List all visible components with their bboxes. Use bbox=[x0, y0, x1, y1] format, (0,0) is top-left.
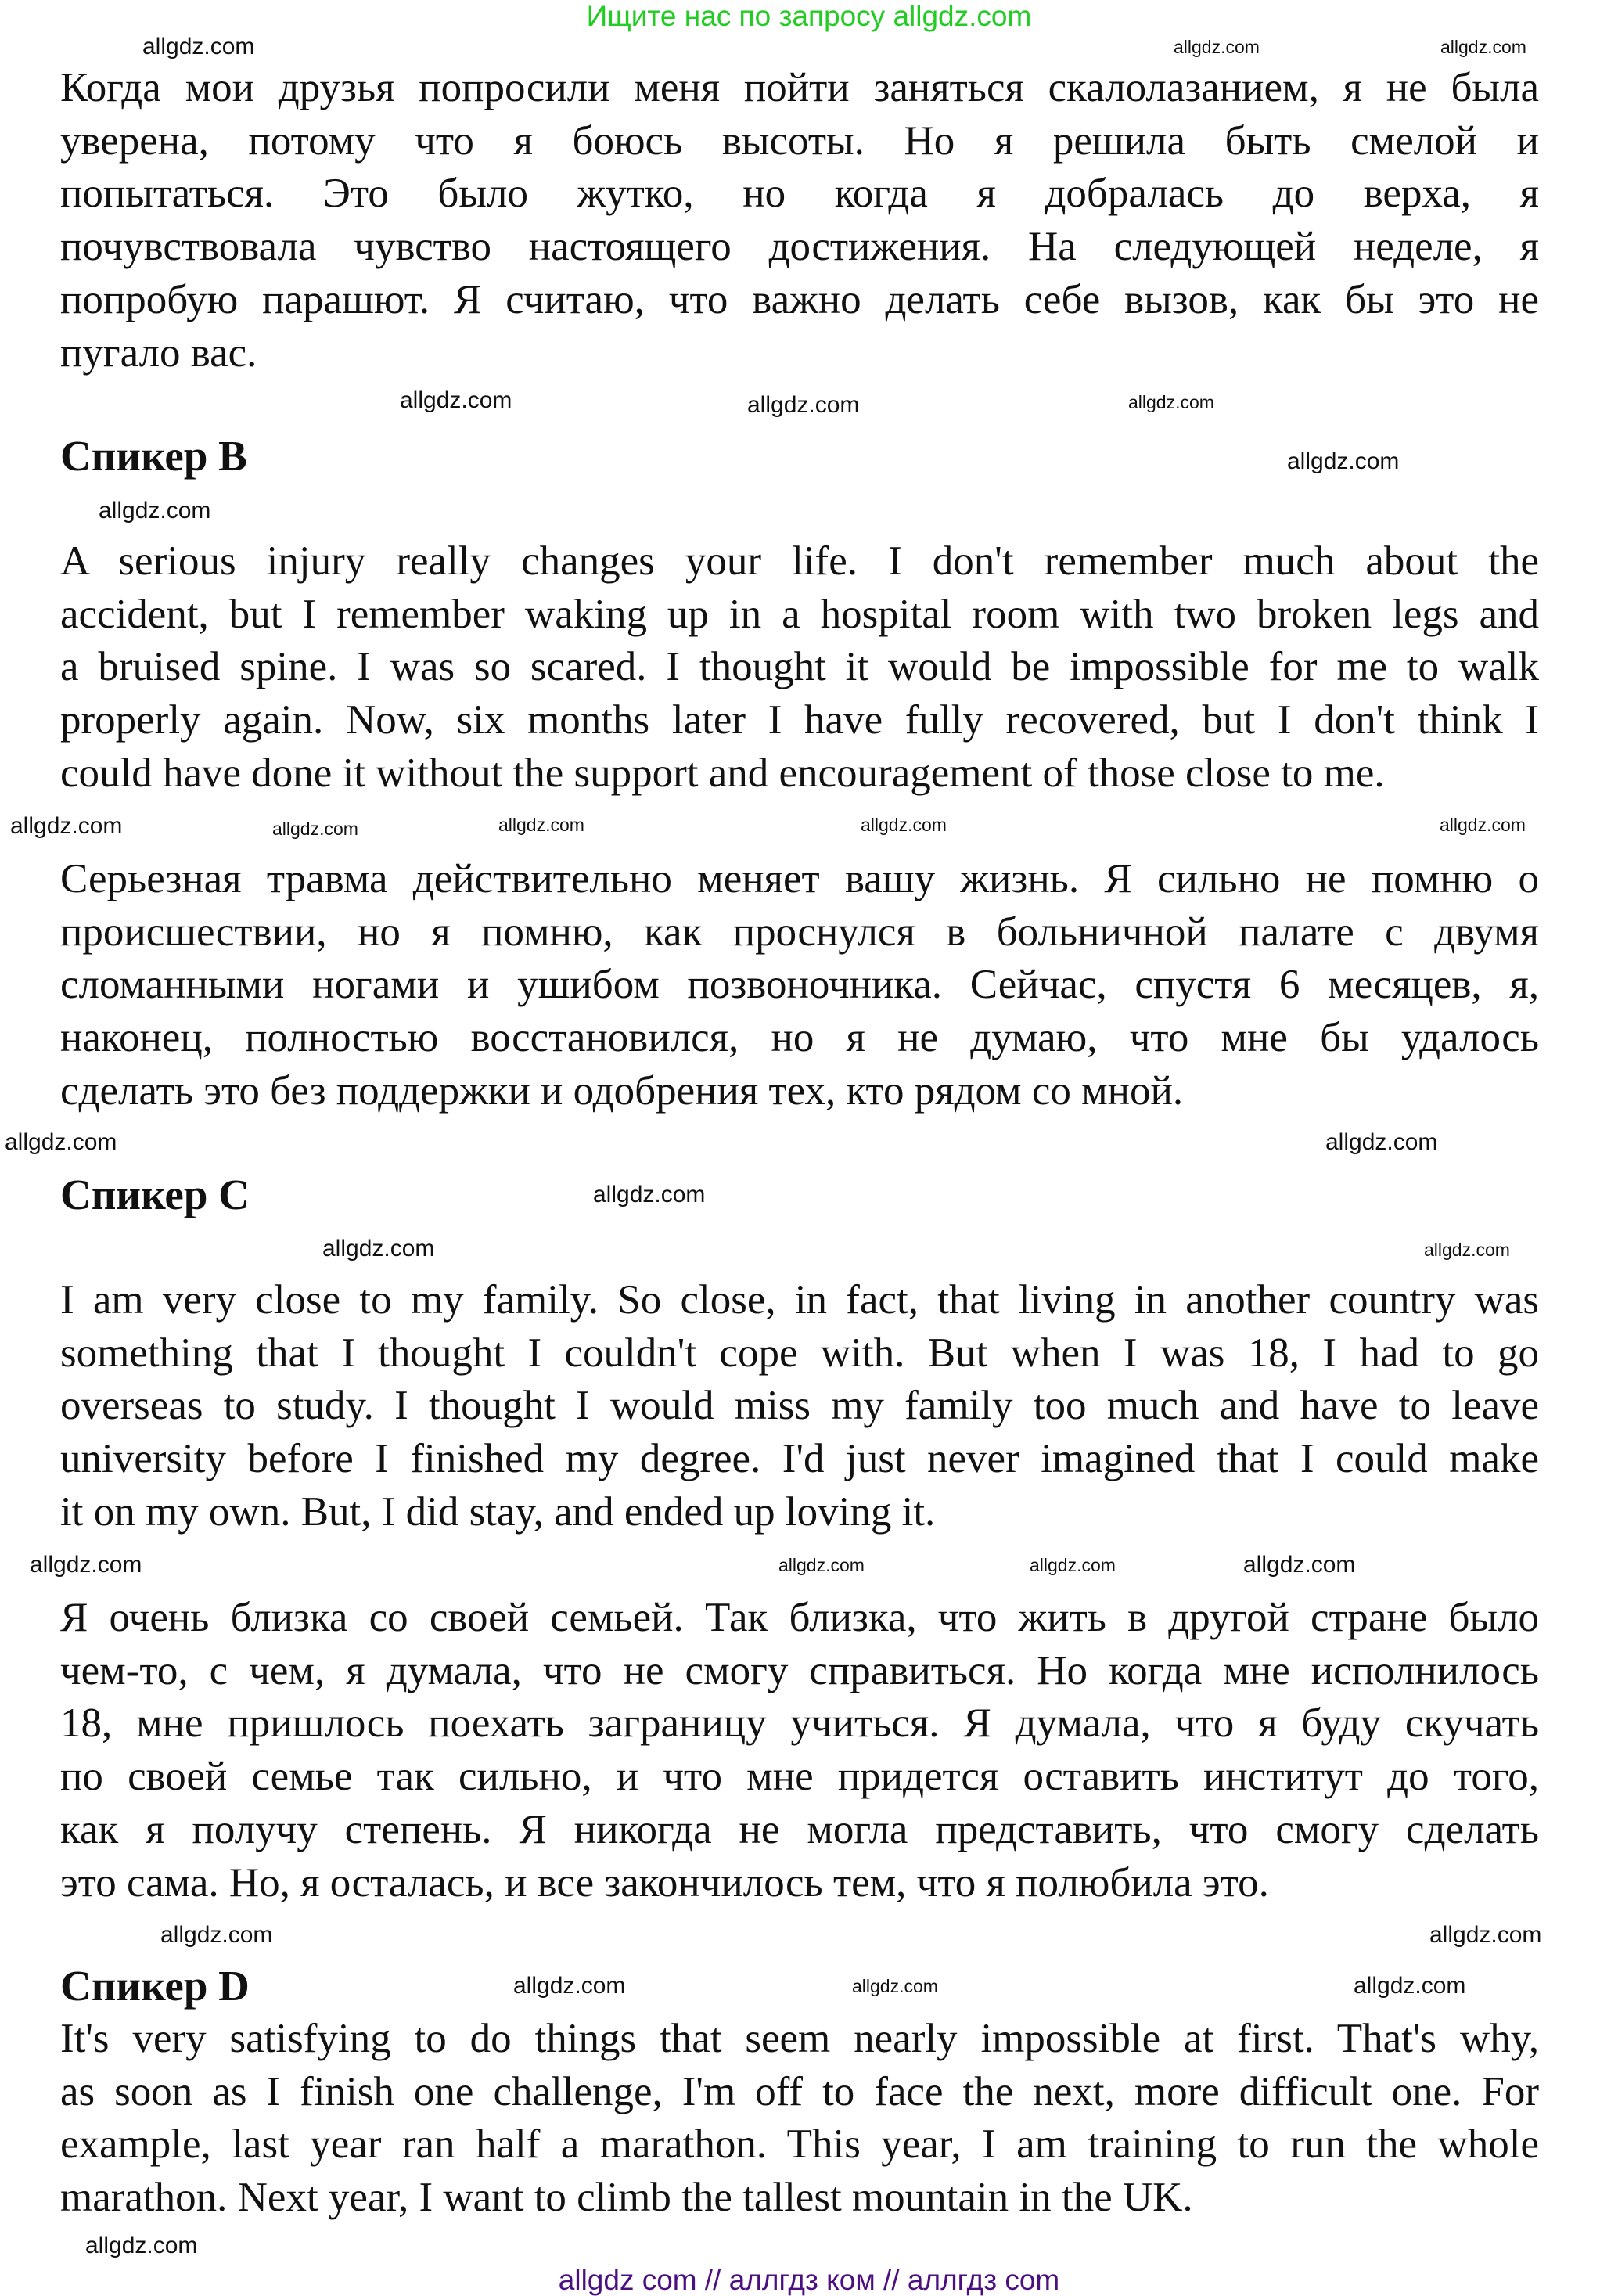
watermark: allgdz.com bbox=[1429, 1922, 1542, 1948]
text-line: чем-то, с чем, я думала, что не смогу справиться. Но когда мне исполнилось bbox=[60, 1647, 1539, 1693]
text-line: could have done it without the support and encouragement of those close to me. bbox=[60, 750, 1385, 796]
text-line: пугало вас. bbox=[60, 329, 257, 376]
text-line: это сама. Но, я осталась, и все закончилось тем, что я полюбила это. bbox=[60, 1859, 1269, 1906]
text-line: сломанными ногами и ушибом позвоночника. Сейчас, спустя 6 месяцев, я, bbox=[60, 962, 1539, 1008]
watermark: allgdz.com bbox=[5, 1129, 117, 1155]
speaker-b-russian bbox=[60, 853, 1539, 1118]
paragraph-intro-ru bbox=[60, 62, 1539, 380]
watermark: allgdz.com bbox=[747, 392, 860, 418]
watermark: allgdz.com bbox=[1424, 1240, 1510, 1260]
watermark: allgdz.com bbox=[30, 1552, 142, 1578]
text-line: попытаться. Это было жутко, но когда я добралась до верха, я bbox=[60, 171, 1539, 217]
text-line: overseas to study. I thought I would miss my family too much and have to leave bbox=[60, 1383, 1539, 1429]
watermark: allgdz.com bbox=[1128, 392, 1214, 412]
watermark: allgdz.com bbox=[142, 34, 255, 59]
text-line: as soon as I finish one challenge, I'm off to face the next, more difficult one. For bbox=[60, 2068, 1539, 2114]
text-line: происшествии, но я помню, как проснулся в больничной палате с двумя bbox=[60, 909, 1539, 955]
watermark: allgdz.com bbox=[1287, 448, 1400, 474]
text-line: попробую парашют. Я считаю, что важно делать себе вызов, как бы это не bbox=[60, 276, 1539, 322]
watermark: allgdz.com bbox=[1440, 37, 1526, 57]
speaker-c-heading: Спикер C bbox=[60, 1171, 250, 1218]
watermark: allgdz.com bbox=[160, 1922, 273, 1948]
watermark: allgdz.com bbox=[593, 1182, 706, 1207]
text-line: почувствовала чувство настоящего достижения. На следующей неделе, я bbox=[60, 224, 1539, 270]
text-line: it on my own. But, I did stay, and ended up loving it. bbox=[60, 1488, 936, 1535]
text-line: A serious injury really changes your life. I don't remember much about the bbox=[60, 538, 1539, 584]
text-line: university before I finished my degree. I'd just never imagined that I could make bbox=[60, 1436, 1539, 1482]
watermark: allgdz.com bbox=[85, 2233, 198, 2258]
text-line: I am very close to my family. So close, in fact, that living in another country was bbox=[60, 1277, 1539, 1323]
text-line: Серьезная травма действительно меняет вашу жизнь. Я сильно не помню о bbox=[60, 856, 1539, 901]
text-line: наконец, полностью восстановился, но я не думаю, что мне бы удалось bbox=[60, 1015, 1539, 1061]
text-line: something that I thought I couldn't cope with. But when I was 18, I had to go bbox=[60, 1330, 1539, 1376]
speaker-b-english bbox=[60, 535, 1539, 801]
text-line: accident, but I remember waking up in a hospital room with two broken legs and bbox=[60, 591, 1539, 637]
watermark: allgdz.com bbox=[1243, 1552, 1356, 1578]
search-banner: Ищите нас по запросу allgdz.com bbox=[586, 0, 1032, 32]
watermark: allgdz.com bbox=[1440, 815, 1526, 835]
watermark: allgdz.com bbox=[10, 813, 123, 839]
footer-banner: allgdz com // аллгдз ком // аллгдз com bbox=[558, 2264, 1060, 2296]
watermark: allgdz.com bbox=[513, 1973, 626, 1999]
watermark: allgdz.com bbox=[1174, 37, 1260, 57]
watermark: allgdz.com bbox=[272, 819, 358, 839]
text-line: a bruised spine. I was so scared. I thought it would be impossible for me to walk bbox=[60, 644, 1539, 690]
speaker-b-heading: Спикер B bbox=[60, 432, 247, 480]
text-line: по своей семье так сильно, и что мне придется оставить институт до того, bbox=[60, 1754, 1539, 1800]
text-line: 18, мне пришлось поехать заграницу учиться. Я думала, что я буду скучать bbox=[60, 1700, 1539, 1747]
watermark: allgdz.com bbox=[778, 1555, 865, 1575]
text-line: properly again. Now, six months later I have fully recovered, but I don't think I bbox=[60, 697, 1539, 743]
text-line: Когда мои друзья попросили меня пойти заняться скалолазанием, я не была bbox=[60, 65, 1539, 110]
watermark: allgdz.com bbox=[322, 1236, 435, 1261]
speaker-d-heading: Спикер D bbox=[60, 1962, 250, 2010]
text-line: marathon. Next year, I want to climb the tallest mountain in the UK. bbox=[60, 2175, 1193, 2221]
watermark: allgdz.com bbox=[400, 387, 512, 413]
text-line: как я получу степень. Я никогда не могла представить, что смогу сделать bbox=[60, 1806, 1539, 1852]
text-line: уверена, потому что я боюсь высоты. Но я решила быть смелой и bbox=[60, 117, 1539, 164]
watermark: allgdz.com bbox=[498, 815, 584, 835]
watermark: allgdz.com bbox=[1354, 1973, 1466, 1999]
text-line: Я очень близка со своей семьей. Так близка, что жить в другой стране было bbox=[60, 1595, 1539, 1640]
watermark: allgdz.com bbox=[99, 498, 211, 524]
watermark: allgdz.com bbox=[1325, 1129, 1438, 1155]
text-line: It's very satisfying to do things that seem nearly impossible at first. That's why, bbox=[60, 2016, 1539, 2061]
speaker-c-english bbox=[60, 1274, 1539, 1539]
watermark: allgdz.com bbox=[1030, 1555, 1116, 1575]
text-line: example, last year ran half a marathon. This year, I am training to run the whole bbox=[60, 2121, 1539, 2168]
watermark: allgdz.com bbox=[852, 1976, 938, 1996]
watermark: allgdz.com bbox=[861, 815, 947, 835]
speaker-c-russian bbox=[60, 1592, 1539, 1909]
speaker-d-english bbox=[60, 2013, 1539, 2225]
text-line: сделать это без поддержки и одобрения тех, кто рядом со мной. bbox=[60, 1067, 1184, 1114]
